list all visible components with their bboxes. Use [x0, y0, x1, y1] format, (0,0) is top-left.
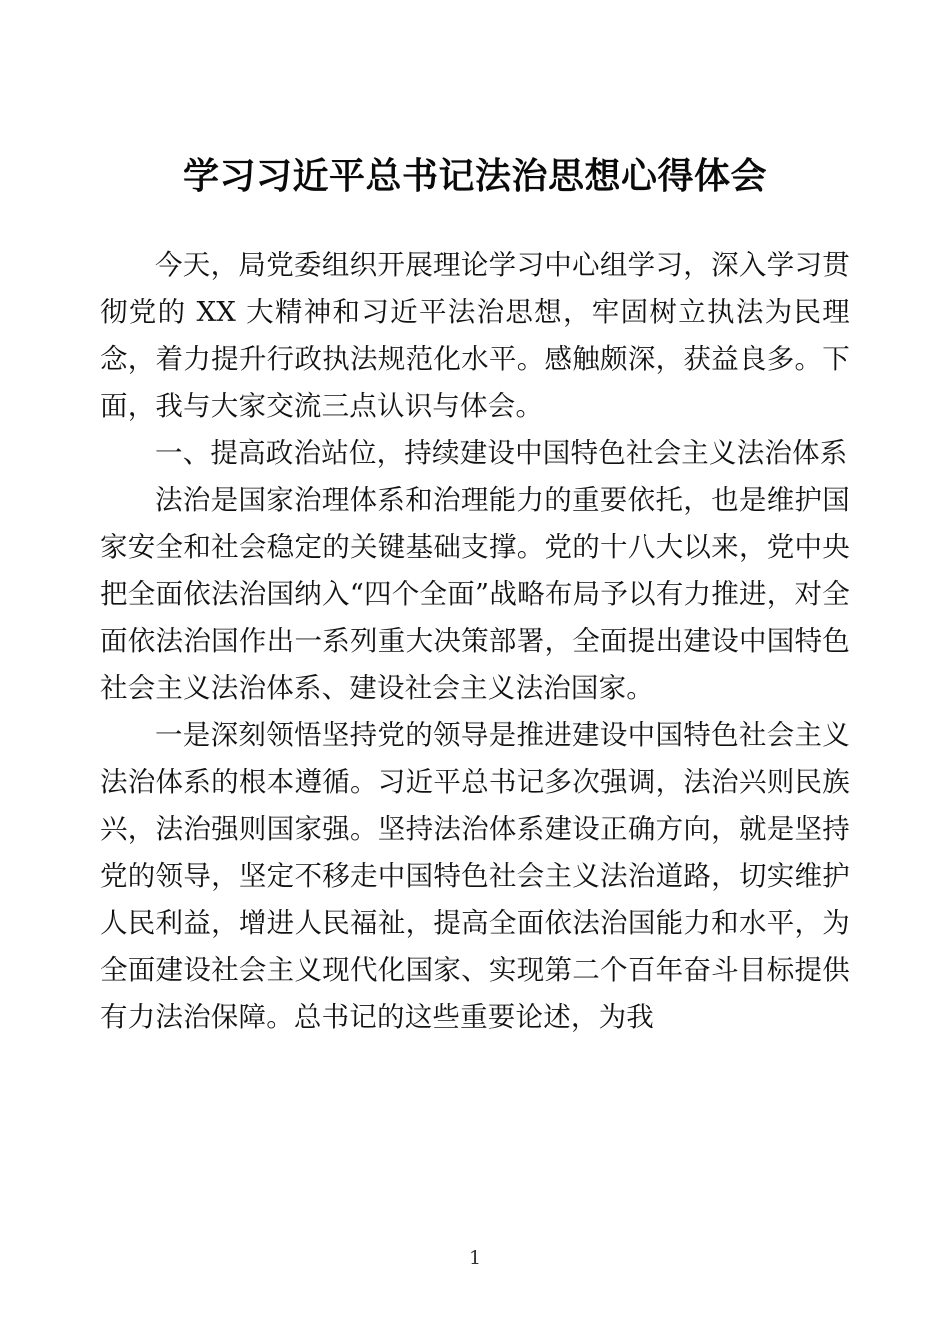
paragraph-section-one-1: 法治是国家治理体系和治理能力的重要依托，也是维护国家安全和社会稳定的关键基础支撑。党的十八大以来，党中央把全面依法治国纳入“四个全面”战略布局予以有力推进，对全面依法治国作出一系列重大决策部署，全面提出建设中国特色社会主义法治体系、建设社会主义法治国家。	[100, 484, 850, 704]
page-content-area	[100, 0, 850, 1041]
page-title: 学习习近平总书记法治思想心得体会	[182, 155, 767, 197]
document-body	[100, 242, 850, 1041]
section-heading-one: 一、提高政治站位，持续建设中国特色社会主义法治体系	[155, 437, 848, 469]
paragraph-intro: 今天，局党委组织开展理论学习中心组学习，深入学习贯彻党的 XX 大精神和习近平法治思想，牢固树立执法为民理念，着力提升行政执法规范化水平。感触颇深，获益良多。下面，我与大家交流三点认识与体会。	[100, 249, 850, 422]
paragraph-section-one-2: 一是深刻领悟坚持党的领导是推进建设中国特色社会主义法治体系的根本遵循。习近平总书记多次强调，法治兴则民族兴，法治强则国家强。坚持法治体系建设正确方向，就是坚持党的领导，坚定不移走中国特色社会主义法治道路，切实维护人民利益，增进人民福祉，提高全面依法治国能力和水平，为全面建设社会主义现代化国家、实现第二个百年奋斗目标提供有力法治保障。总书记的这些重要论述，为我	[100, 719, 850, 1033]
page-number: 1	[468, 1247, 482, 1269]
